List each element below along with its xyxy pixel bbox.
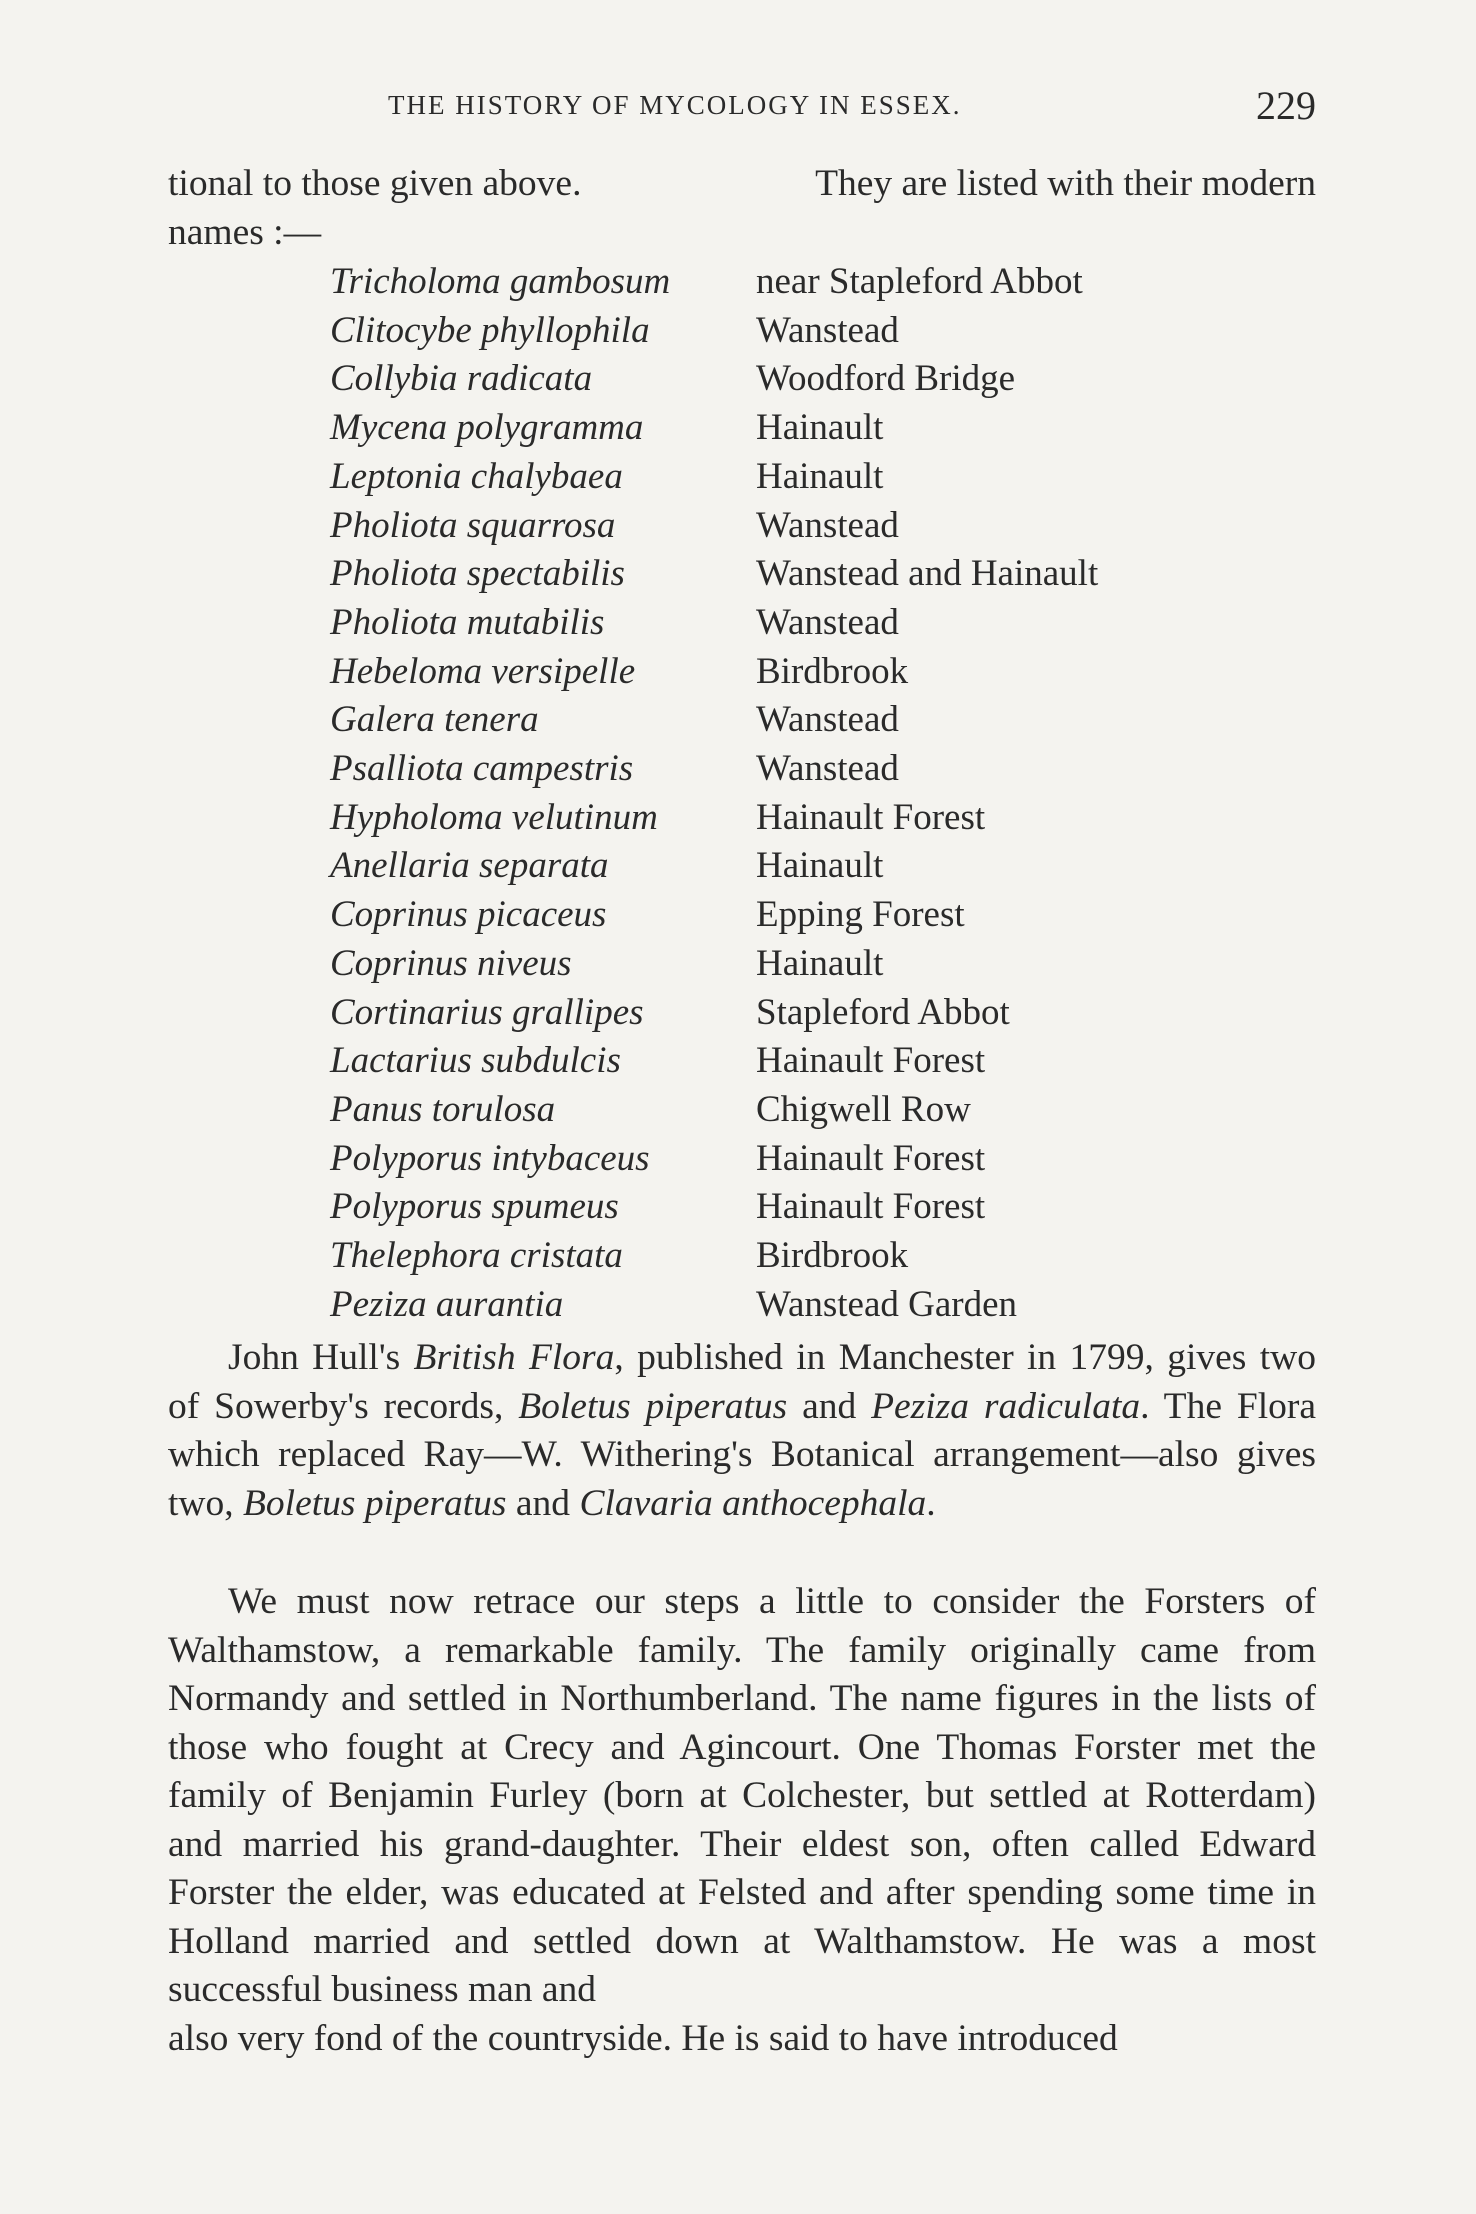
species-location: Stapleford Abbot — [756, 991, 1010, 1033]
species-row — [330, 1232, 1098, 1281]
species-row — [330, 696, 1098, 745]
hull-text-6: . — [926, 1482, 936, 1524]
forsters-last-line: also very fond of the countryside. He is said to have introduced — [168, 2017, 1118, 2059]
species-row — [330, 648, 1098, 697]
hull-text-2: , published in Manchester in 1799, gives two of Sowerby's records, — [168, 1337, 1316, 1427]
page-number: 229 — [1256, 83, 1316, 128]
hull-text-3: and — [787, 1385, 872, 1427]
species-boletus-piperatus-2: Boletus piperatus — [243, 1482, 507, 1524]
species-name: Pholiota spectabilis — [330, 553, 625, 595]
page-header — [168, 82, 1316, 132]
species-location: near Stapleford Abbot — [756, 261, 1083, 302]
species-name: Hypholoma velutinum — [330, 796, 658, 838]
species-location: Wanstead Garden — [756, 1283, 1018, 1325]
forsters-body: We must now retrace our steps a little to consider the Forsters of Walthamstow, a remarkable family. The family originally came from Normandy and settled in Northumberland. The name figures in the lists of those who fought at Crecy and Agincourt. One Thomas Forster met the family of Benjamin Furley (born at Colchester, but settled at Rotterdam) and married his grand-daughter. Their eldest son, often called Edward Forster the elder, was educated at Felsted and after spending some time in Holland married and settled down at Walthamstow. He was a most successful business man and — [168, 1581, 1316, 2010]
species-location: Hainault — [756, 455, 884, 497]
species-location: Hainault — [756, 845, 884, 887]
species-row — [330, 989, 1098, 1038]
intro-paragraph — [168, 160, 1316, 257]
species-name: Pholiota squarrosa — [330, 504, 616, 546]
species-location: Hainault — [756, 942, 884, 984]
species-location: Chigwell Row — [756, 1088, 971, 1130]
species-location: Hainault Forest — [756, 1186, 986, 1228]
intro-line-1 — [168, 160, 1316, 209]
hull-text-1: John Hull's — [228, 1337, 414, 1378]
species-row — [330, 745, 1098, 794]
species-name: Pholiota mutabilis — [330, 601, 605, 643]
species-location: Wanstead — [756, 748, 899, 790]
species-name: Mycena polygramma — [330, 407, 644, 449]
species-name: Galera tenera — [330, 699, 539, 741]
species-location: Birdbrook — [756, 650, 909, 692]
species-name: Leptonia chalybaea — [330, 455, 623, 497]
species-row — [330, 1037, 1098, 1086]
species-name: Lactarius subdulcis — [330, 1040, 621, 1082]
species-name: Cortinarius grallipes — [330, 991, 644, 1033]
species-name: Polyporus intybaceus — [330, 1137, 650, 1179]
intro-line-2: names :— — [168, 211, 322, 253]
intro-line-1-left: tional to those given above. — [168, 163, 582, 204]
species-location: Wanstead — [756, 309, 899, 351]
species-row — [330, 599, 1098, 648]
species-location: Woodford Bridge — [756, 358, 1016, 400]
species-location: Epping Forest — [756, 894, 965, 936]
species-location: Hainault — [756, 407, 884, 449]
species-name: Anellaria separata — [330, 845, 609, 887]
species-location: Wanstead and Hainault — [756, 553, 1099, 595]
species-name: Coprinus picaceus — [330, 894, 607, 936]
hull-text-4: . The Flora which replaced Ray—W. Withering's Botanical arrangement—also gives two, — [168, 1385, 1316, 1524]
intro-line-1-right: They are listed with their modern — [815, 163, 1316, 204]
species-location: Wanstead — [756, 504, 899, 546]
species-location: Hainault Forest — [756, 1040, 986, 1082]
species-name: Psalliota campestris — [330, 748, 634, 790]
species-location: Wanstead — [756, 699, 899, 741]
species-row — [330, 940, 1098, 989]
species-row — [330, 1086, 1098, 1135]
species-row — [330, 842, 1098, 891]
species-row — [330, 891, 1098, 940]
british-flora-title: British Flora — [413, 1337, 615, 1378]
species-name: Tricholoma gambosum — [330, 261, 671, 302]
species-name: Polyporus spumeus — [330, 1186, 619, 1228]
hull-paragraph — [168, 1334, 1316, 1528]
species-name: Thelephora cristata — [330, 1235, 623, 1277]
species-clavaria-anthocephala: Clavaria anthocephala — [579, 1482, 927, 1524]
species-name: Peziza aurantia — [330, 1283, 564, 1325]
species-name: Coprinus niveus — [330, 942, 572, 984]
running-title: THE HISTORY OF MYCOLOGY IN ESSEX. — [388, 90, 962, 120]
hull-text-5: and — [506, 1482, 580, 1524]
species-location: Wanstead — [756, 601, 899, 643]
species-location: Hainault Forest — [756, 796, 986, 838]
species-boletus-piperatus-1: Boletus piperatus — [518, 1385, 788, 1427]
species-location: Birdbrook — [756, 1235, 909, 1277]
species-name: Collybia radicata — [330, 358, 593, 400]
species-name: Panus torulosa — [330, 1088, 556, 1130]
species-row — [330, 1281, 1098, 1330]
species-row — [330, 550, 1098, 599]
species-row — [330, 1135, 1098, 1184]
species-row — [330, 355, 1098, 404]
species-row — [330, 258, 1098, 307]
species-row — [330, 307, 1098, 356]
species-row — [330, 794, 1098, 843]
species-peziza-radiculata: Peziza radiculata — [871, 1385, 1141, 1427]
species-row — [330, 1183, 1098, 1232]
species-name: Hebeloma versipelle — [330, 650, 636, 692]
species-row — [330, 502, 1098, 551]
species-location: Hainault Forest — [756, 1137, 986, 1179]
forsters-paragraph — [168, 1578, 1316, 2063]
species-name: Clitocybe phyllophila — [330, 309, 650, 351]
species-list — [330, 258, 1098, 1329]
species-row — [330, 404, 1098, 453]
species-row — [330, 453, 1098, 502]
